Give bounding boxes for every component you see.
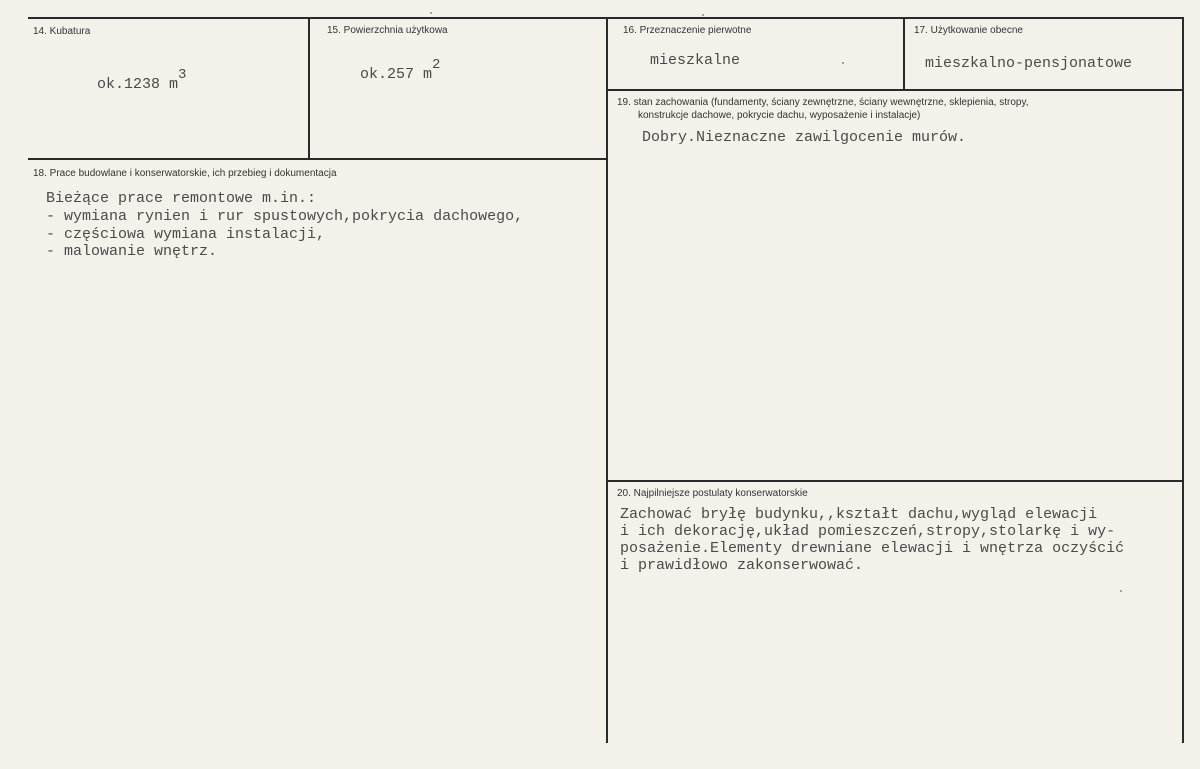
rule-under-19 bbox=[607, 480, 1184, 482]
field-14-value bbox=[97, 67, 187, 94]
divider-14-15 bbox=[308, 18, 310, 159]
field-17-value: mieszkalno-pensjonatowe bbox=[925, 55, 1133, 72]
scan-speck bbox=[1120, 590, 1122, 592]
field-20-line-1: Zachować bryłę budynku,,kształt dachu,wygląd elewacji bbox=[620, 506, 1098, 523]
field-15-value-text: ok.257 m bbox=[360, 66, 433, 83]
field-14-unit-exponent: 3 bbox=[178, 67, 187, 83]
field-16-value: mieszkalne bbox=[650, 52, 741, 69]
divider-left-right bbox=[606, 18, 608, 743]
field-17-label: 17. Użytkowanie obecne bbox=[914, 25, 1023, 36]
scan-speck bbox=[702, 14, 704, 16]
field-14-value-text: ok.1238 m bbox=[97, 76, 179, 93]
field-19-label-line-1: 19. stan zachowania (fundamenty, ściany zewnętrzne, ściany wewnętrzne, sklepienia, stropy, bbox=[617, 97, 1029, 108]
scan-speck bbox=[842, 62, 844, 64]
field-20-label: 20. Najpilniejsze postulaty konserwatorskie bbox=[617, 488, 808, 499]
field-19-value: Dobry.Nieznaczne zawilgocenie murów. bbox=[642, 129, 967, 146]
field-20-line-3: posażenie.Elementy drewniane elewacji i wnętrza oczyścić bbox=[620, 540, 1125, 557]
field-20-line-2: i ich dekorację,układ pomieszczeń,stropy,stolarkę i wy- bbox=[620, 523, 1116, 540]
field-16-label: 16. Przeznaczenie pierwotne bbox=[623, 25, 752, 36]
field-14-label: 14. Kubatura bbox=[33, 26, 91, 37]
scan-speck bbox=[430, 12, 432, 14]
field-15-value bbox=[360, 57, 441, 84]
rule-under-14-15 bbox=[28, 158, 607, 160]
field-19-label-line-2: konstrukcje dachowe, pokrycie dachu, wyposażenie i instalacje) bbox=[638, 110, 921, 121]
field-15-unit-exponent: 2 bbox=[432, 57, 441, 73]
field-18-line-1: Bieżące prace remontowe m.in.: bbox=[46, 190, 317, 207]
field-18-line-4: - malowanie wnętrz. bbox=[46, 243, 218, 260]
field-18-label: 18. Prace budowlane i konserwatorskie, ich przebieg i dokumentacja bbox=[33, 168, 337, 179]
field-15-label: 15. Powierzchnia użytkowa bbox=[327, 25, 448, 36]
right-edge bbox=[1182, 18, 1184, 743]
field-18-line-3: - częściowa wymiana instalacji, bbox=[46, 226, 326, 243]
field-20-line-4: i prawidłowo zakonserwować. bbox=[620, 557, 864, 574]
field-18-line-2: - wymiana rynien i rur spustowych,pokrycia dachowego, bbox=[46, 208, 524, 225]
divider-16-17 bbox=[903, 18, 905, 90]
rule-under-16-17 bbox=[607, 89, 1184, 91]
